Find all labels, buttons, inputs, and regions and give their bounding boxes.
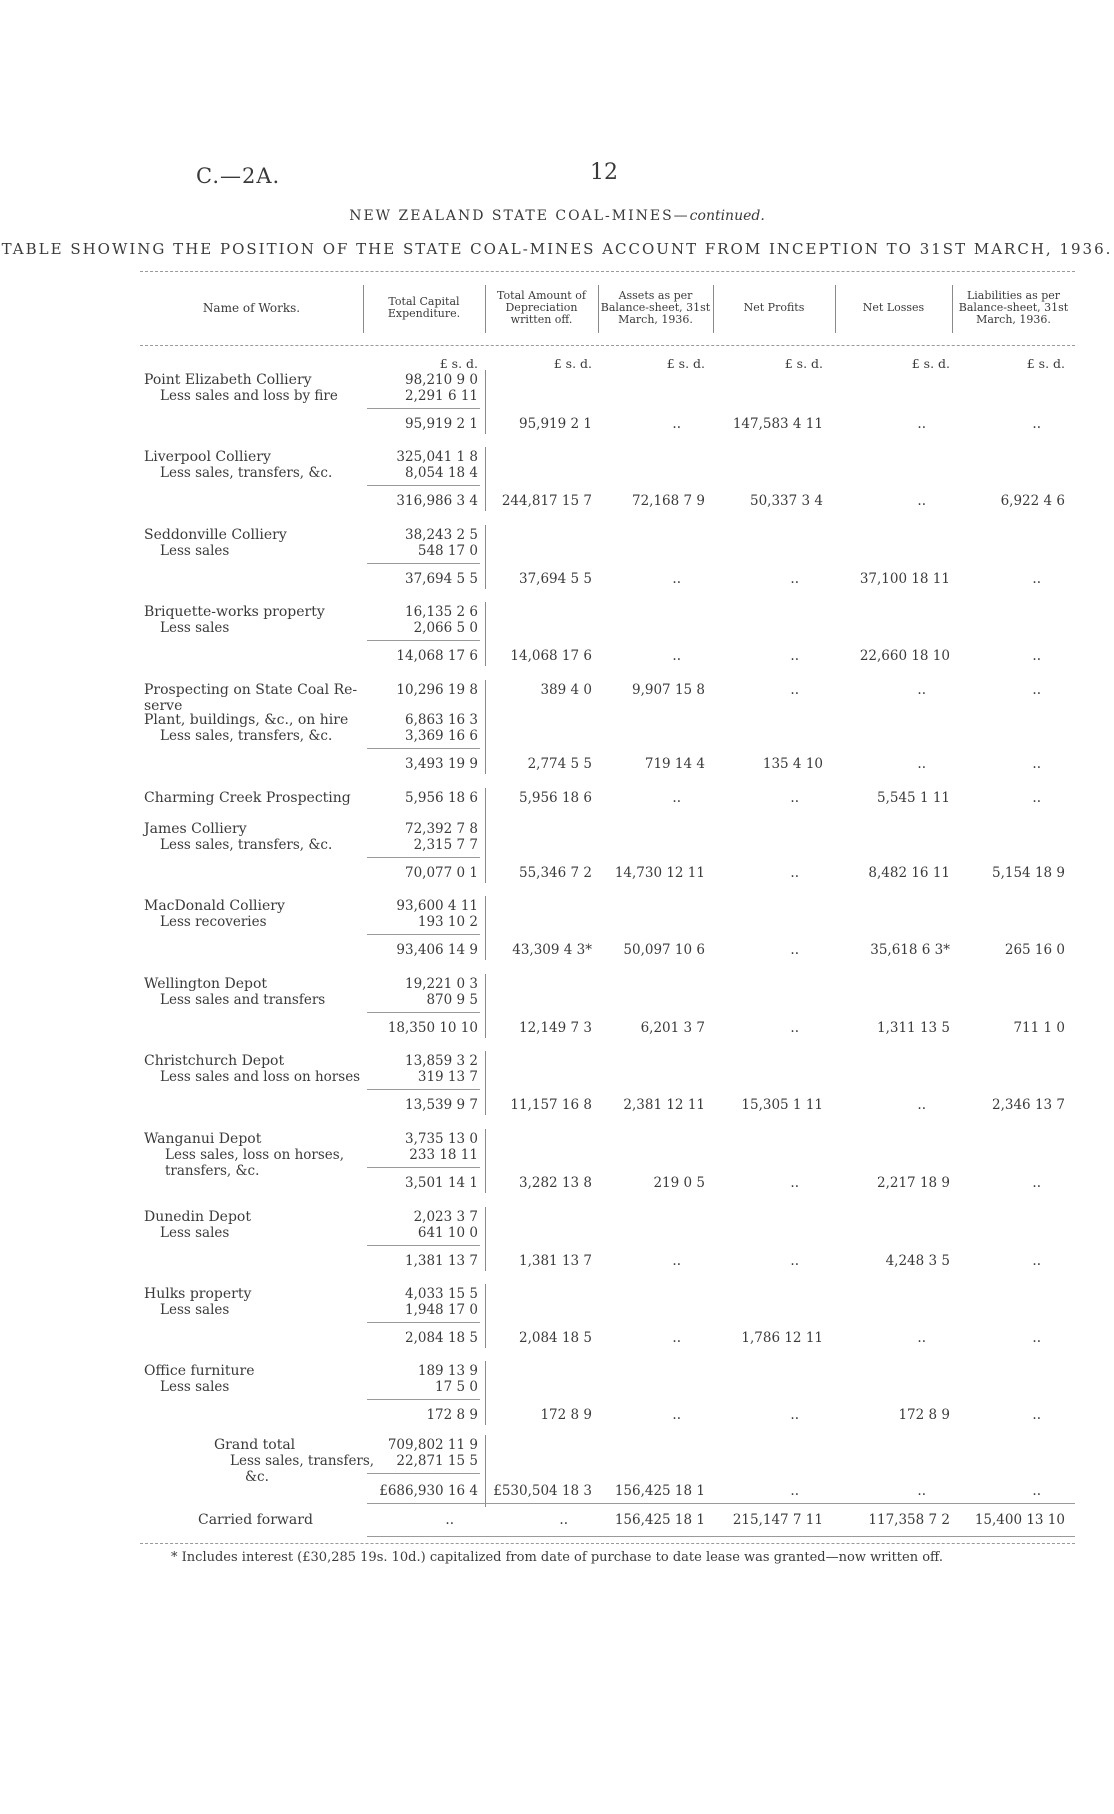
works-subline: Less sales, transfers, &c. — [160, 465, 333, 481]
works-subline: Less sales — [160, 1302, 230, 1318]
unit-label: £ s. d. — [1026, 356, 1065, 371]
table-bottom-rule — [140, 1543, 1075, 1544]
amount-cell: .. — [1032, 756, 1041, 772]
amount-cell: 147,583 4 11 — [732, 416, 823, 432]
works-subline: Less sales and loss on horses — [160, 1069, 361, 1085]
capital-amount: 319 13 7 — [417, 1069, 478, 1085]
net-capital-amount: 13,539 9 7 — [405, 1097, 478, 1113]
amount-cell: 2,346 13 7 — [992, 1097, 1065, 1113]
amount-cell: .. — [790, 682, 799, 698]
works-name: Christchurch Depot — [144, 1053, 285, 1069]
subtotal-rule — [367, 857, 480, 858]
net-capital-amount: 172 8 9 — [426, 1407, 478, 1423]
grand-total-subline: &c. — [245, 1469, 269, 1485]
amount-cell: .. — [790, 942, 799, 958]
works-subline: Less sales and loss by fire — [160, 388, 338, 404]
table-title: TABLE SHOWING THE POSITION OF THE STATE COAL-MINES ACCOUNT FROM INCEPTION TO 31ST MARCH, 1936. — [1, 240, 1113, 258]
amount-cell: .. — [1032, 682, 1041, 698]
page-number: 12 — [590, 160, 618, 185]
page-header-ref: C.—2A. — [196, 164, 281, 188]
subtotal-rule — [367, 934, 480, 935]
capital-amount: 2,023 3 7 — [413, 1209, 478, 1225]
column-header-assets: Assets as per Balance-sheet, 31st March, 1936. — [600, 289, 711, 326]
subtotal-rule — [367, 1245, 480, 1246]
works-name: Wanganui Depot — [144, 1131, 262, 1147]
net-capital-amount: 1,381 13 7 — [405, 1253, 478, 1269]
amount-cell: .. — [672, 648, 681, 664]
works-subline: Less sales, transfers, &c. — [160, 728, 333, 744]
net-capital-amount: 2,084 18 5 — [405, 1330, 478, 1346]
document-title: NEW ZEALAND STATE COAL-MINES—continued. — [349, 208, 765, 224]
works-name: Dunedin Depot — [144, 1209, 251, 1225]
capital-amount: 641 10 0 — [417, 1225, 478, 1241]
works-name: Charming Creek Prospecting — [144, 790, 351, 806]
amount-cell: .. — [790, 865, 799, 881]
capital-amount: 6,863 16 3 — [405, 712, 478, 728]
amount-cell: 35,618 6 3* — [870, 942, 950, 958]
column-header-capital: Total Capital Expenditure. — [387, 295, 461, 320]
amount-cell: .. — [790, 571, 799, 587]
amount-cell: 1,786 12 11 — [741, 1330, 823, 1346]
amount-cell: 135 4 10 — [762, 756, 823, 772]
amount-cell: .. — [917, 1097, 926, 1113]
carried-forward-amount: 215,147 7 11 — [732, 1512, 823, 1528]
works-name: Prospecting on State Coal Re- — [144, 682, 358, 698]
capital-amount: 8,054 18 4 — [405, 465, 478, 481]
amount-cell: 711 1 0 — [1013, 1020, 1065, 1036]
works-name: James Colliery — [144, 821, 247, 837]
column-header-liabilities: Liabilities as per Balance-sheet, 31st March, 1936. — [958, 289, 1069, 326]
amount-cell: .. — [917, 756, 926, 772]
subtotal-rule — [367, 1167, 480, 1168]
works-name: Office furniture — [144, 1363, 255, 1379]
amount-cell: .. — [1032, 1330, 1041, 1346]
capital-amount: 10,296 19 8 — [396, 682, 478, 698]
amount-cell: 1,311 13 5 — [877, 1020, 950, 1036]
amount-cell: 6,201 3 7 — [640, 1020, 705, 1036]
capital-amount: 3,735 13 0 — [405, 1131, 478, 1147]
amount-cell: .. — [917, 1330, 926, 1346]
amount-cell: 37,694 5 5 — [519, 571, 592, 587]
subtotal-rule — [367, 640, 480, 641]
amount-cell: .. — [790, 1175, 799, 1191]
amount-cell: .. — [1032, 571, 1041, 587]
amount-cell: 15,305 1 11 — [741, 1097, 823, 1113]
works-subline: Less sales — [160, 1225, 230, 1241]
amount-cell: .. — [1032, 1175, 1041, 1191]
capital-amount: 13,859 3 2 — [405, 1053, 478, 1069]
subtotal-rule — [367, 748, 480, 749]
capital-amount: 4,033 15 5 — [405, 1286, 478, 1302]
subtotal-rule — [367, 1399, 480, 1400]
column-header-profits: Net Profits — [743, 301, 805, 314]
works-name: Seddonville Colliery — [144, 527, 287, 543]
amount-cell: 6,922 4 6 — [1000, 493, 1065, 509]
grand-total-capital: 709,802 11 9 — [387, 1437, 478, 1453]
capital-amount: 93,600 4 11 — [396, 898, 478, 914]
capital-amount: 1,948 17 0 — [405, 1302, 478, 1318]
works-subline: Less sales — [160, 620, 230, 636]
amount-cell: .. — [1032, 416, 1041, 432]
amount-cell: 5,154 18 9 — [992, 865, 1065, 881]
unit-label: £ s. d. — [553, 356, 592, 371]
unit-label: £ s. d. — [666, 356, 705, 371]
capital-amount: 19,221 0 3 — [405, 976, 478, 992]
net-capital-amount: 14,068 17 6 — [396, 648, 478, 664]
capital-amount: 325,041 1 8 — [396, 449, 478, 465]
works-name: MacDonald Colliery — [144, 898, 285, 914]
amount-cell: 14,068 17 6 — [510, 648, 592, 664]
net-capital-amount: 3,501 14 1 — [405, 1175, 478, 1191]
grand-total-amount: .. — [1032, 1483, 1041, 1499]
works-subline: serve — [144, 698, 183, 714]
amount-cell: 9,907 15 8 — [632, 682, 705, 698]
capital-amount: 193 10 2 — [417, 914, 478, 930]
unit-label: £ s. d. — [911, 356, 950, 371]
capital-amount: 3,369 16 6 — [405, 728, 478, 744]
carried-forward-bottom-rule — [367, 1536, 1075, 1537]
amount-cell: 219 0 5 — [653, 1175, 705, 1191]
capital-amount: 16,135 2 6 — [405, 604, 478, 620]
amount-cell: 5,545 1 11 — [877, 790, 950, 806]
capital-amount: 548 17 0 — [417, 543, 478, 559]
amount-cell: 172 8 9 — [898, 1407, 950, 1423]
capital-amount: 38,243 2 5 — [405, 527, 478, 543]
capital-amount: 870 9 5 — [426, 992, 478, 1008]
amount-cell: 2,217 18 9 — [877, 1175, 950, 1191]
amount-cell: 14,730 12 11 — [614, 865, 705, 881]
works-subline: Less sales and transfers — [160, 992, 326, 1008]
amount-cell: 244,817 15 7 — [501, 493, 592, 509]
amount-cell: 22,660 18 10 — [859, 648, 950, 664]
amount-cell: .. — [790, 1020, 799, 1036]
subtotal-rule — [367, 563, 480, 564]
amount-cell: 265 16 0 — [1004, 942, 1065, 958]
amount-cell: .. — [1032, 790, 1041, 806]
grand-total-amount: £686,930 16 4 — [379, 1483, 478, 1499]
carried-forward-amount: 15,400 13 10 — [974, 1512, 1065, 1528]
works-subline: Less sales, loss on horses, — [165, 1147, 345, 1163]
amount-cell: .. — [1032, 1407, 1041, 1423]
net-capital-amount: 18,350 10 10 — [387, 1020, 478, 1036]
net-capital-amount: 70,077 0 1 — [405, 865, 478, 881]
amount-cell: 2,774 5 5 — [527, 756, 592, 772]
net-capital-amount: 5,956 18 6 — [405, 790, 478, 806]
subtotal-rule — [367, 1089, 480, 1090]
amount-cell: .. — [790, 1253, 799, 1269]
subtotal-rule — [367, 1322, 480, 1323]
amount-cell: 11,157 16 8 — [510, 1097, 592, 1113]
net-capital-amount: 37,694 5 5 — [405, 571, 478, 587]
amount-cell: .. — [672, 1253, 681, 1269]
amount-cell: .. — [1032, 1253, 1041, 1269]
amount-cell: 719 14 4 — [644, 756, 705, 772]
carried-forward-amount: 156,425 18 1 — [614, 1512, 705, 1528]
amount-cell: .. — [790, 790, 799, 806]
grand-total-capital: 22,871 15 5 — [396, 1453, 478, 1469]
net-capital-amount: 95,919 2 1 — [405, 416, 478, 432]
amount-cell: 12,149 7 3 — [519, 1020, 592, 1036]
column-header-depreciation: Total Amount of Depreciation written off. — [497, 289, 586, 326]
capital-amount: 2,291 6 11 — [405, 388, 478, 404]
carried-forward-top-rule — [367, 1503, 1075, 1504]
amount-cell: .. — [672, 416, 681, 432]
amount-cell: 95,919 2 1 — [519, 416, 592, 432]
amount-cell: .. — [672, 1330, 681, 1346]
works-subline: Less recoveries — [160, 914, 267, 930]
works-subline: Less sales, transfers, &c. — [160, 837, 333, 853]
amount-cell: .. — [917, 416, 926, 432]
capital-amount: 2,315 7 7 — [413, 837, 478, 853]
net-capital-amount: 93,406 14 9 — [396, 942, 478, 958]
grand-total-amount: £530,504 18 3 — [493, 1483, 592, 1499]
column-header-name: Name of Works. — [202, 301, 301, 315]
amount-cell: 2,381 12 11 — [623, 1097, 705, 1113]
amount-cell: .. — [1032, 648, 1041, 664]
works-name: Hulks property — [144, 1286, 252, 1302]
capital-amount: 98,210 9 0 — [405, 372, 478, 388]
amount-cell: 50,097 10 6 — [623, 942, 705, 958]
column-header-losses: Net Losses — [862, 301, 925, 314]
works-name: Wellington Depot — [144, 976, 267, 992]
amount-cell: .. — [917, 493, 926, 509]
amount-cell: 4,248 3 5 — [885, 1253, 950, 1269]
works-subline: transfers, &c. — [165, 1163, 260, 1179]
amount-cell: 389 4 0 — [540, 682, 592, 698]
table-header-rule — [140, 345, 1075, 346]
net-capital-amount: 316,986 3 4 — [396, 493, 478, 509]
subtotal-rule — [367, 1012, 480, 1013]
grand-total-amount: .. — [790, 1483, 799, 1499]
grand-total-amount: 156,425 18 1 — [614, 1483, 705, 1499]
grand-total-subline: Less sales, transfers, — [230, 1453, 375, 1469]
capital-amount: 17 5 0 — [435, 1379, 478, 1395]
works-name: Point Elizabeth Colliery — [144, 372, 312, 388]
amount-cell: 72,168 7 9 — [632, 493, 705, 509]
subtotal-rule — [367, 485, 480, 486]
amount-cell: .. — [917, 682, 926, 698]
amount-cell: 172 8 9 — [540, 1407, 592, 1423]
amount-cell: .. — [790, 1407, 799, 1423]
carried-forward-label: Carried forward — [198, 1512, 313, 1528]
unit-label: £ s. d. — [439, 356, 478, 371]
amount-cell: 37,100 18 11 — [859, 571, 950, 587]
net-capital-amount: 3,493 19 9 — [405, 756, 478, 772]
capital-amount: 72,392 7 8 — [405, 821, 478, 837]
footnote: * Includes interest (£30,285 19s. 10d.) capitalized from date of purchase to date lease was granted—now written off. — [171, 1550, 943, 1565]
amount-cell: .. — [790, 648, 799, 664]
amount-cell: .. — [672, 571, 681, 587]
capital-amount: 189 13 9 — [417, 1363, 478, 1379]
unit-label: £ s. d. — [784, 356, 823, 371]
amount-cell: 8,482 16 11 — [868, 865, 950, 881]
grand-total-amount: .. — [917, 1483, 926, 1499]
carried-forward-amount: .. — [445, 1512, 454, 1528]
subtotal-rule — [367, 1473, 480, 1474]
amount-cell: 50,337 3 4 — [750, 493, 823, 509]
amount-cell: 5,956 18 6 — [519, 790, 592, 806]
grand-total-label: Grand total — [214, 1437, 296, 1453]
works-name: Plant, buildings, &c., on hire — [144, 712, 349, 728]
capital-amount: 233 18 11 — [409, 1147, 478, 1163]
subtotal-rule — [367, 408, 480, 409]
amount-cell: 1,381 13 7 — [519, 1253, 592, 1269]
carried-forward-amount: .. — [559, 1512, 568, 1528]
works-subline: Less sales — [160, 543, 230, 559]
amount-cell: .. — [672, 1407, 681, 1423]
carried-forward-amount: 117,358 7 2 — [868, 1512, 950, 1528]
amount-cell: .. — [672, 790, 681, 806]
amount-cell: 55,346 7 2 — [519, 865, 592, 881]
works-name: Liverpool Colliery — [144, 449, 271, 465]
amount-cell: 43,309 4 3* — [512, 942, 592, 958]
capital-amount: 2,066 5 0 — [413, 620, 478, 636]
works-subline: Less sales — [160, 1379, 230, 1395]
amount-cell: 3,282 13 8 — [519, 1175, 592, 1191]
amount-cell: 2,084 18 5 — [519, 1330, 592, 1346]
works-name: Briquette-works property — [144, 604, 325, 620]
